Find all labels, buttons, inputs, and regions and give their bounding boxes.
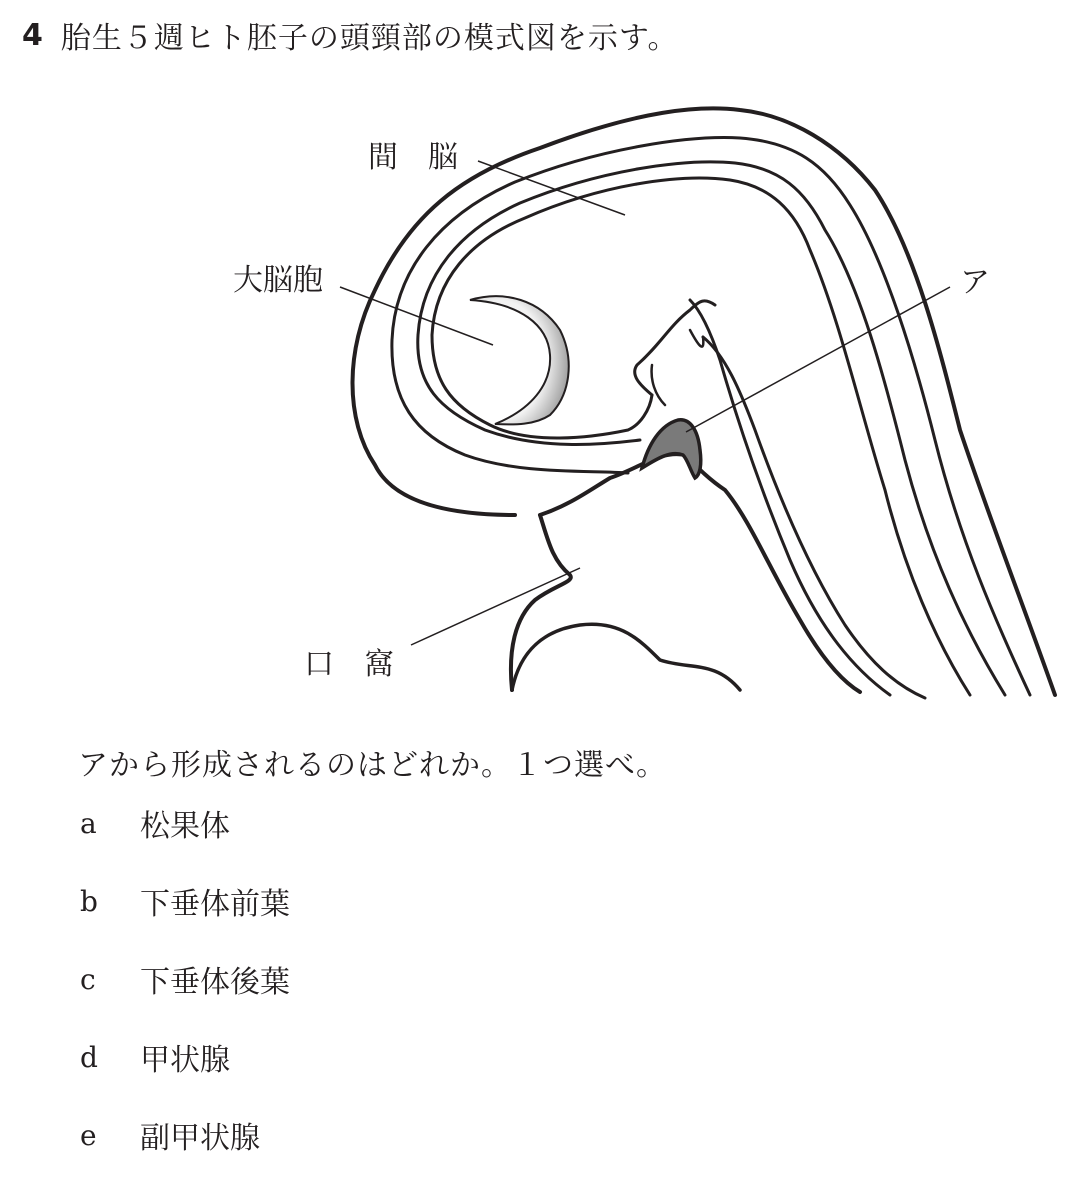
- mandibular-arch: [512, 624, 740, 690]
- choice-b[interactable]: [80, 884, 290, 922]
- choice-a[interactable]: [80, 806, 290, 844]
- choice-text: 下垂体前葉: [140, 887, 290, 922]
- answer-choices: [80, 808, 290, 1198]
- hypophyseal-floor: [540, 454, 860, 692]
- label-stomodeum: 口 窩: [304, 647, 394, 682]
- choice-text: 副甲状腺: [140, 1121, 260, 1156]
- choice-text: 甲状腺: [140, 1043, 230, 1078]
- label-telencephalic-vesicle: 大脳胞: [233, 263, 323, 298]
- choice-d[interactable]: [80, 1040, 290, 1078]
- pharyngeal-wall: [690, 300, 890, 695]
- question-number: 4: [22, 17, 43, 53]
- diencephalon-fold: [635, 301, 715, 395]
- choice-e[interactable]: [80, 1118, 290, 1156]
- choice-letter: c: [80, 962, 96, 996]
- choice-letter: a: [80, 806, 97, 840]
- fold-boundary: [652, 365, 665, 405]
- question-stem: 胎生５週ヒト胚子の頭頸部の模式図を示す。: [60, 21, 679, 56]
- label-target: ア: [960, 265, 990, 300]
- leader-target: [686, 287, 950, 432]
- choice-text: 下垂体後葉: [140, 965, 290, 1000]
- choice-letter: e: [80, 1118, 97, 1152]
- question-prompt: アから形成されるのはどれか。１つ選べ。: [78, 748, 667, 783]
- fold-boundary-2: [690, 330, 703, 347]
- label-diencephalon: 間 脳: [368, 140, 458, 175]
- choice-c[interactable]: [80, 962, 290, 1000]
- choice-letter: b: [80, 884, 98, 918]
- choice-letter: d: [80, 1040, 98, 1074]
- telencephalic-vesicle: [470, 296, 569, 424]
- neural-tube-inner: [418, 162, 1005, 695]
- choice-text: 松果体: [140, 809, 230, 844]
